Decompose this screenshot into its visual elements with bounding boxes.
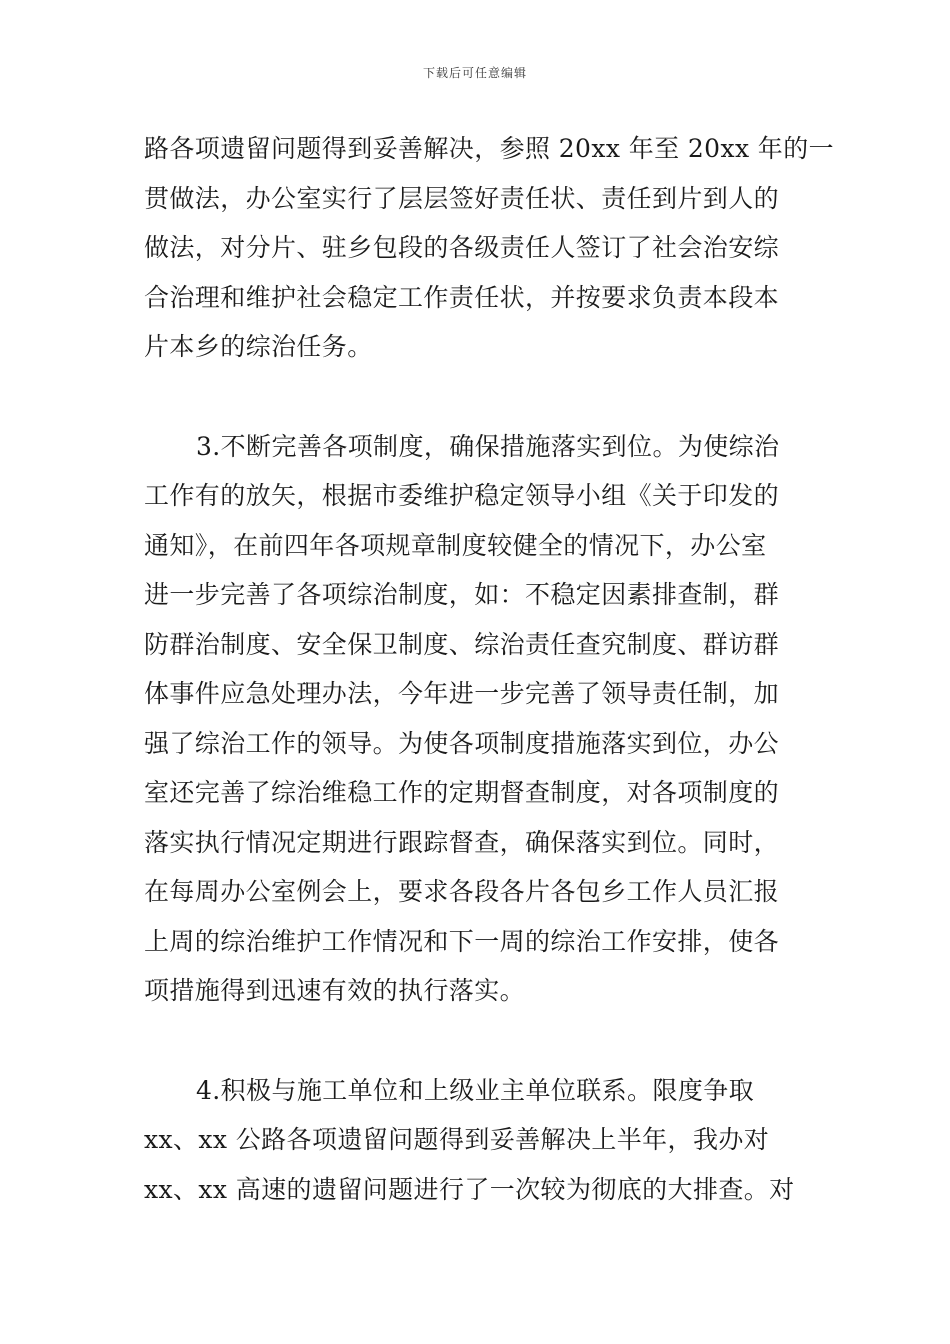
paragraph-3 bbox=[144, 1066, 814, 1215]
paragraph-line: 做法，对分片、驻乡包段的各级责任人签订了社会治安综 bbox=[144, 233, 780, 262]
paragraph-line: 通知》，在前四年各项规章制度较健全的情况下，办公室 bbox=[144, 530, 767, 560]
paragraph-line: 片本乡的综治任务。 bbox=[144, 332, 373, 361]
paragraph-line: 进一步完善了各项综治制度，如：不稳定因素排查制，群 bbox=[144, 580, 780, 609]
paragraph-line: xx、xx 高速的遗留问题进行了一次较为彻底的大排查。对 bbox=[144, 1174, 795, 1204]
paragraph-line: 路各项遗留问题得到妥善解决，参照 20xx 年至 20xx 年的一 bbox=[144, 134, 835, 163]
paragraph-line: 体事件应急处理办法，今年进一步完善了领导责任制，加 bbox=[144, 679, 780, 708]
paragraph-line: 项措施得到迅速有效的执行落实。 bbox=[144, 976, 526, 1005]
paragraph-line: 落实执行情况定期进行跟踪督查，确保落实到位。同时， bbox=[144, 827, 780, 857]
paragraph-line: 在每周办公室例会上，要求各段各片各包乡工作人员汇报 bbox=[144, 877, 780, 906]
paragraph-spacer bbox=[144, 372, 814, 422]
paragraph-2 bbox=[144, 422, 814, 1016]
paragraph-line: 3.不断完善各项制度，确保措施落实到位。为使综治 bbox=[196, 431, 780, 461]
paragraph-spacer bbox=[144, 1016, 814, 1066]
paragraph-line: 4.积极与施工单位和上级业主单位联系。限度争取 bbox=[196, 1075, 755, 1105]
paragraph-line: 工作有的放矢，根据市委维护稳定领导小组《关于印发的 bbox=[144, 481, 780, 510]
page-header: 下载后可任意编辑 bbox=[422, 66, 527, 80]
paragraph-line: 贯做法，办公室实行了层层签好责任状、责任到片到人的 bbox=[144, 183, 780, 213]
paragraph-line: 上周的综治维护工作情况和下一周的综治工作安排，使各 bbox=[144, 926, 780, 956]
paragraph-line: 强了综治工作的领导。为使各项制度措施落实到位，办公 bbox=[144, 728, 780, 758]
paragraph-line: 合治理和维护社会稳定工作责任状，并按要求负责本段本 bbox=[144, 282, 780, 312]
paragraph-line: 室还完善了综治维稳工作的定期督查制度，对各项制度的 bbox=[144, 778, 780, 807]
paragraph-line: xx、xx 公路各项遗留问题得到妥善解决上半年，我办对 bbox=[144, 1125, 770, 1154]
document-body bbox=[144, 124, 835, 1214]
paragraph-1 bbox=[144, 124, 835, 372]
paragraph-line: 防群治制度、安全保卫制度、综治责任查究制度、群访群 bbox=[144, 629, 780, 659]
